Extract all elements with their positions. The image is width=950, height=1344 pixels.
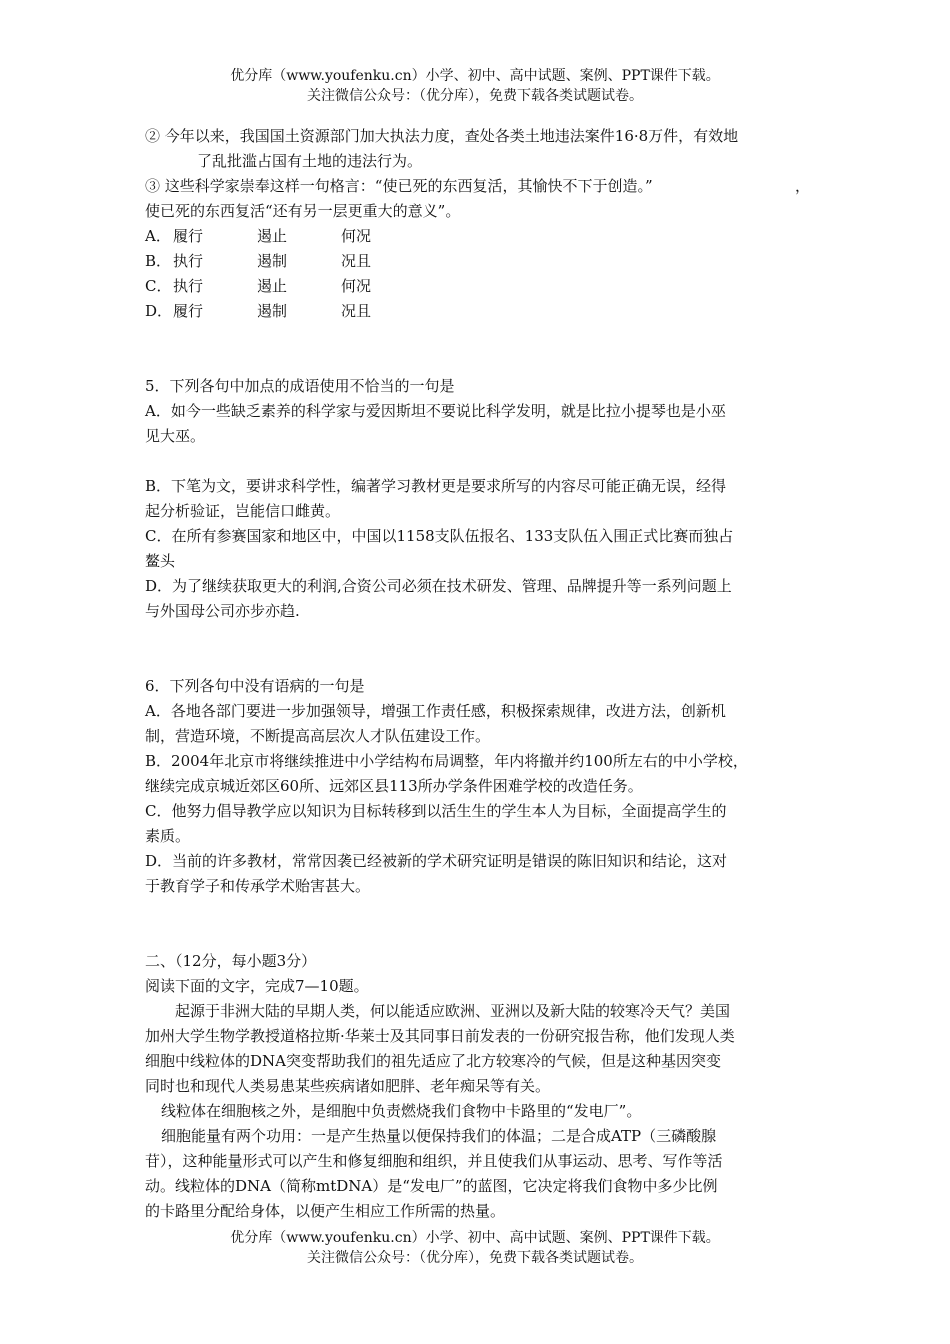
page-header bbox=[0, 66, 950, 106]
q6-option-a-line-1: A．各地各部门要进一步加强领导，增强工作责任感，积极探索规律，改进方法，创新机 bbox=[145, 702, 726, 720]
passage-para-1-line-1: 起源于非洲大陆的早期人类，何以能适应欧洲、亚洲以及新大陆的较寒冷天气？美国 bbox=[175, 1002, 731, 1020]
footer-line-2: 关注微信公众号：（优分库），免费下载各类试题试卷。 bbox=[307, 1250, 643, 1266]
passage-para-1-line-2: 加州大学生物学教授道格拉斯·华莱士及其同事日前发表的一份研究报告称，他们发现人类 bbox=[145, 1027, 735, 1045]
passage-para-1-line-4: 同时也和现代人类易患某些疾病诸如肥胖、老年痴呆等有关。 bbox=[145, 1077, 551, 1095]
q5-stem: 5．下列各句中加点的成语使用不恰当的一句是 bbox=[145, 377, 455, 395]
q6-stem: 6．下列各句中没有语病的一句是 bbox=[145, 677, 365, 695]
option-word-2: 遏止 bbox=[257, 277, 288, 295]
option-word-3: 况且 bbox=[341, 302, 372, 320]
q4-item-3-comma: ， bbox=[794, 177, 810, 195]
q5-option-d-line-1: D．为了继续获取更大的利润,合资公司必须在技术研发、管理、品牌提升等一系列问题上 bbox=[145, 577, 732, 595]
passage-para-3-line-2: 苷），这种能量形式可以产生和修复细胞和组织，并且使我们从事运动、思考、写作等活 bbox=[145, 1152, 723, 1170]
option-word-2: 遏制 bbox=[257, 302, 288, 320]
q5-option-a-line-2: 见大巫。 bbox=[145, 427, 206, 445]
option-letter: D． bbox=[145, 302, 173, 320]
option-word-2: 遏制 bbox=[257, 252, 288, 270]
passage-para-2: 线粒体在细胞核之外，是细胞中负责燃烧我们食物中卡路里的“发电厂”。 bbox=[161, 1102, 642, 1120]
document-body bbox=[145, 124, 810, 1224]
option-word-3: 何况 bbox=[341, 277, 372, 295]
option-letter: C． bbox=[145, 277, 172, 295]
q5-option-b-line-1: B．下笔为文，要讲求科学性，编著学习教材更是要求所写的内容尽可能正确无误，经得 bbox=[145, 477, 727, 495]
passage-para-3-line-3: 动。线粒体的DNA（简称mtDNA）是“发电厂”的蓝图，它决定将我们食物中多少比例 bbox=[145, 1177, 718, 1195]
q4-option-d bbox=[145, 299, 810, 324]
header-line-2: 关注微信公众号：（优分库），免费下载各类试题试卷。 bbox=[307, 88, 643, 104]
passage-para-3-line-1: 细胞能量有两个功用：一是产生热量以便保持我们的体温；二是合成ATP（三磷酸腺 bbox=[161, 1127, 717, 1145]
q5-option-d-line-2: 与外国母公司亦步亦趋. bbox=[145, 602, 300, 620]
q5-option-c-line-2: 鳌头 bbox=[145, 552, 176, 570]
q4-option-b bbox=[145, 249, 810, 274]
q6-option-a-line-2: 制，营造环境，不断提高高层次人才队伍建设工作。 bbox=[145, 727, 491, 745]
option-word-1: 履行 bbox=[173, 227, 204, 245]
passage-para-3-line-4: 的卡路里分配给身体，以便产生相应工作所需的热量。 bbox=[145, 1202, 506, 1220]
page-footer bbox=[0, 1228, 950, 1268]
q4-item-2-line-2: 了乱批滥占国有土地的违法行为。 bbox=[197, 152, 423, 170]
option-letter: B． bbox=[145, 252, 172, 270]
q4-item-3-line-1: ③ 这些科学家崇奉这样一句格言：“使已死的东西复活，其愉快不下于创造。” bbox=[145, 177, 653, 195]
section-2-instruction: 阅读下面的文字，完成7—10题。 bbox=[145, 977, 369, 995]
q6-option-c-line-2: 素质。 bbox=[145, 827, 191, 845]
q6-option-b-line-2: 继续完成京城近郊区60所、远郊区县113所办学条件困难学校的改造任务。 bbox=[145, 777, 643, 795]
q6-option-b-line-1: B．2004年北京市将继续推进中小学结构布局调整，年内将撤并约100所左右的中小学校， bbox=[145, 752, 748, 770]
option-word-1: 履行 bbox=[173, 302, 204, 320]
q5-option-a-line-1: A．如今一些缺乏素养的科学家与爱因斯坦不要说比科学发明，就是比拉小提琴也是小巫 bbox=[145, 402, 726, 420]
passage-para-1-line-3: 细胞中线粒体的DNA突变帮助我们的祖先适应了北方较寒冷的气候，但是这种基因突变 bbox=[145, 1052, 721, 1070]
q4-option-a bbox=[145, 224, 810, 249]
q6-option-d-line-1: D．当前的许多教材，常常因袭已经被新的学术研究证明是错误的陈旧知识和结论，这对 bbox=[145, 852, 728, 870]
q4-option-c bbox=[145, 274, 810, 299]
option-word-3: 况且 bbox=[341, 252, 372, 270]
option-word-1: 执行 bbox=[173, 277, 204, 295]
header-line-1: 优分库（www.youfenku.cn）小学、初中、高中试题、案例、PPT课件下载。 bbox=[230, 68, 720, 84]
q4-item-3-line-1-row bbox=[145, 174, 810, 199]
option-word-3: 何况 bbox=[341, 227, 372, 245]
option-word-1: 执行 bbox=[173, 252, 204, 270]
q6-option-c-line-1: C．他努力倡导教学应以知识为目标转移到以活生生的学生本人为目标，全面提高学生的 bbox=[145, 802, 727, 820]
option-letter: A． bbox=[145, 227, 171, 245]
q6-option-d-line-2: 于教育学子和传承学术贻害甚大。 bbox=[145, 877, 371, 895]
q4-item-3-line-2: 使已死的东西复活“还有另一层更重大的意义”。 bbox=[145, 202, 461, 220]
option-word-2: 遏止 bbox=[257, 227, 288, 245]
footer-line-1: 优分库（www.youfenku.cn）小学、初中、高中试题、案例、PPT课件下载。 bbox=[230, 1230, 720, 1246]
q4-item-2-line-1: ② 今年以来，我国国土资源部门加大执法力度，查处各类土地违法案件16·8万件，有效地 bbox=[145, 127, 739, 145]
q5-option-c-line-1: C．在所有参赛国家和地区中，中国以1158支队伍报名、133支队伍入围正式比赛而独占 bbox=[145, 527, 734, 545]
q5-option-b-line-2: 起分析验证，岂能信口雌黄。 bbox=[145, 502, 341, 520]
section-2-title: 二、（12分，每小题3分） bbox=[145, 952, 317, 970]
